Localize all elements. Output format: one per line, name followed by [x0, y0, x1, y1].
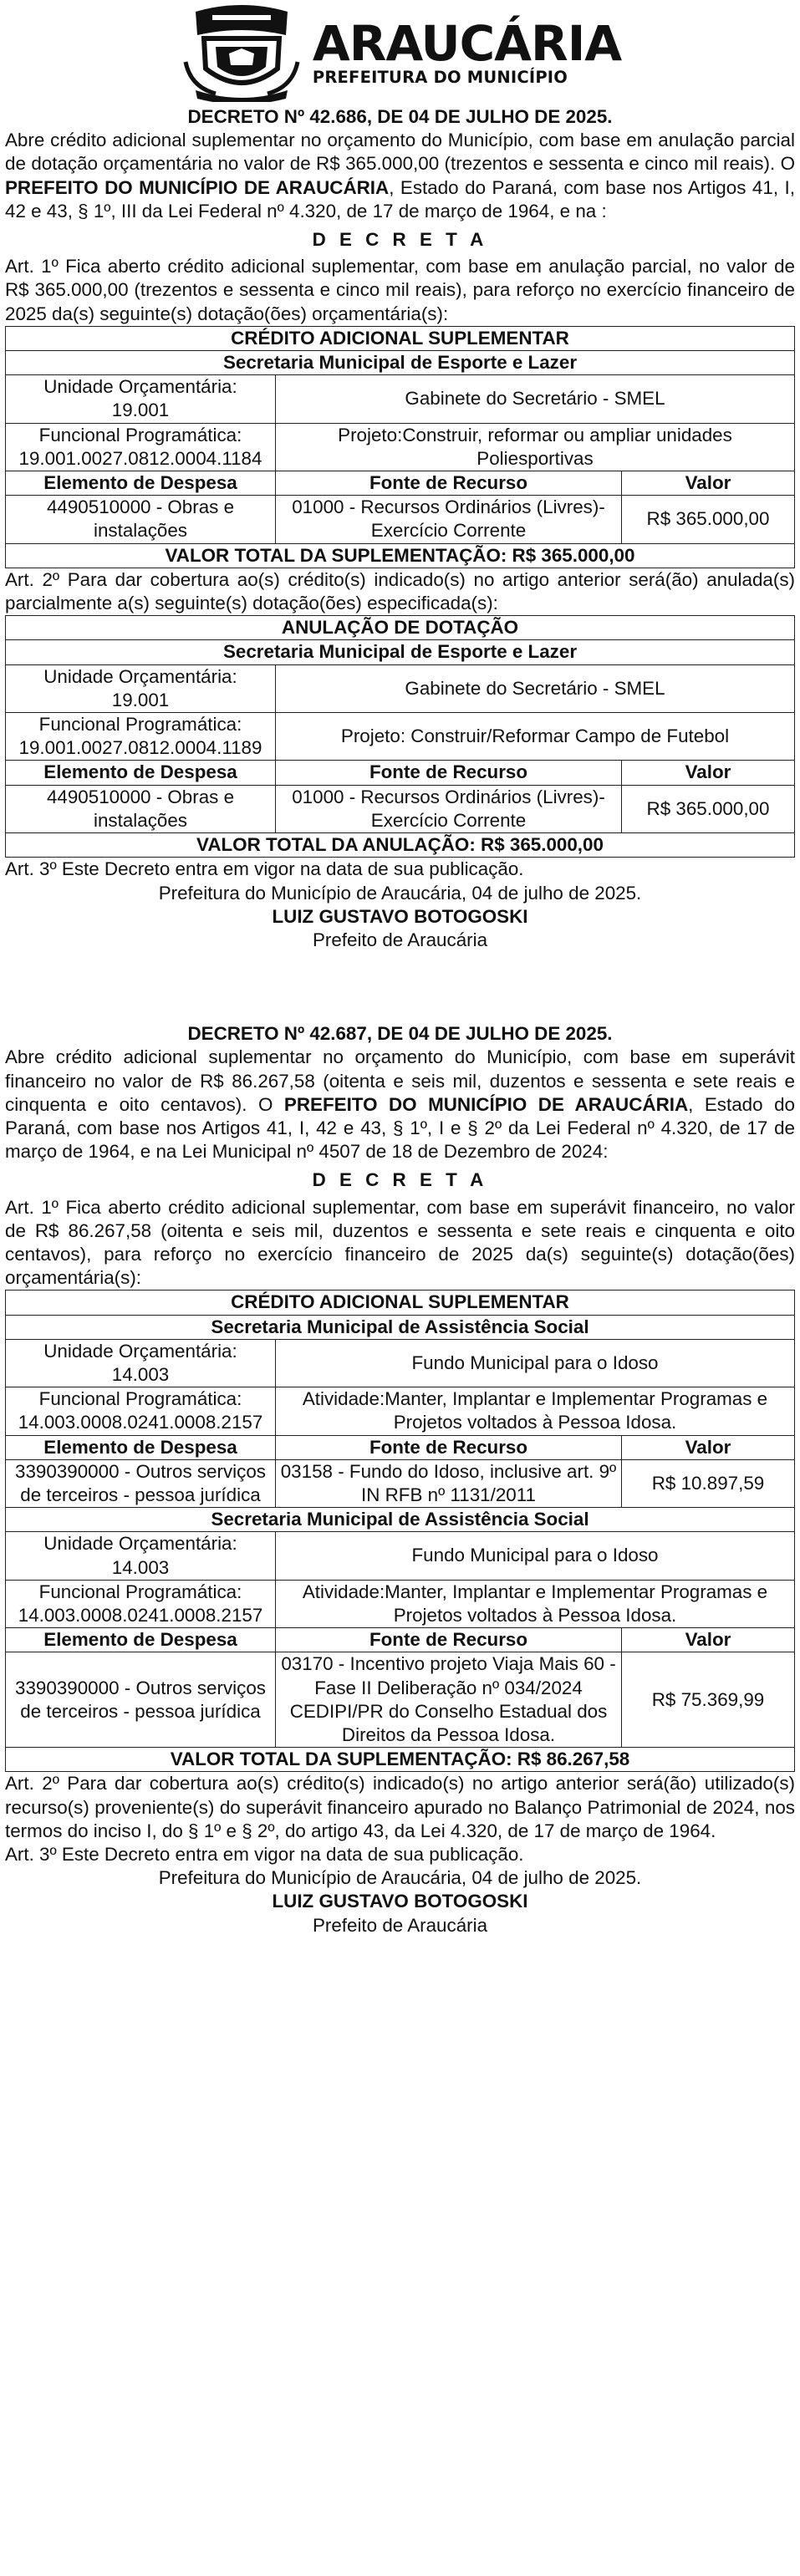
unidade-label: Unidade Orçamentária:	[43, 665, 237, 687]
decree-intro	[5, 1046, 795, 1163]
table-row	[6, 496, 795, 543]
intro-authority: PREFEITO DO MUNICÍPIO DE ARAUCÁRIA	[283, 1093, 689, 1115]
col-elemento: Elemento de Despesa	[6, 1435, 276, 1459]
funcional-label: Funcional Programática:	[38, 1581, 242, 1602]
intro-text: Abre crédito adicional suplementar no orçamento do Município, com base em superávit financeiro no valor de R$ 86.267,58 (oitenta e seis mil, duzentos e sessenta e sete reais e cinquenta e oito centavos). O	[5, 1046, 795, 1115]
table-heading: CRÉDITO ADICIONAL SUPLEMENTAR	[6, 326, 795, 350]
col-fonte: Fonte de Recurso	[276, 1628, 622, 1652]
decree-42687	[5, 1022, 795, 1937]
article-2: Art. 2º Para dar cobertura ao(s) crédito(s) indicado(s) no artigo anterior será(ão) anulada(s) parcialmente a(s) seguinte(s) dotação(ões) especificada(s):	[5, 568, 795, 614]
table-row-funcional	[6, 713, 795, 761]
unidade-label: Unidade Orçamentária:	[43, 1340, 237, 1362]
decree-title: DECRETO Nº 42.687, DE 04 DE JULHO DE 2025.	[187, 1023, 613, 1045]
table-total: VALOR TOTAL DA SUPLEMENTAÇÃO: R$ 86.267,58	[6, 1748, 795, 1772]
col-elemento: Elemento de Despesa	[6, 1628, 276, 1652]
article-1: Art. 1º Fica aberto crédito adicional suplementar, com base em anulação parcial, no valor de R$ 365.000,00 (trezentos e sessenta e cinco mil reais), para reforço no exercício financeiro de 2025 da(s) seguinte(s) dotação(ões) orçamentária(s):	[5, 256, 795, 324]
article-2: Art. 2º Para dar cobertura ao(s) crédito(s) indicado(s) no artigo anterior será(ão) utilizado(s) recurso(s) proveniente(s) do superávit financeiro apurado no Balanço Patrimonial de 2024, nos termos do inciso I, do § 1º e § 2º, do artigo 43, da Lei 4.320, de 17 de março de 1964.	[5, 1773, 795, 1841]
table-row-funcional	[6, 423, 795, 471]
elemento-cell: 4490510000 - Obras e instalações	[6, 496, 276, 543]
place-date: Prefeitura do Município de Araucária, 04 de julho de 2025.	[158, 1867, 642, 1889]
decree-42686	[5, 105, 795, 952]
col-fonte: Fonte de Recurso	[276, 1435, 622, 1459]
decree-title: DECRETO Nº 42.686, DE 04 DE JULHO DE 2025.	[187, 106, 613, 127]
intro-text-legal: , Estado do Paraná, com base nos Artigos 41, I, 42 e 43, § 1º, I e § 2º da Lei Federal nº 4.320, de 17 de março de 1964, e na Lei Municipal nº 4507 de 18 de Dezembro de 2024:	[5, 1093, 795, 1163]
funcional-cell	[6, 713, 276, 761]
col-valor: Valor	[622, 471, 795, 496]
table-row-unidade	[6, 1532, 795, 1580]
funcional-cell	[6, 1580, 276, 1627]
elemento-cell: 4490510000 - Obras e instalações	[6, 785, 276, 832]
funcional-desc: Atividade:Manter, Implantar e Implementar Programas e Projetos voltados à Pessoa Idosa.	[276, 1387, 795, 1435]
funcional-code: 19.001.0027.0812.0004.1184	[18, 447, 262, 469]
funcional-desc: Projeto: Construir/Reformar Campo de Futebol	[276, 713, 795, 761]
decreta-heading: D E C R E T A	[312, 229, 488, 251]
decree-intro	[5, 129, 795, 223]
table-header-row	[6, 761, 795, 785]
table-row-funcional	[6, 1580, 795, 1627]
brand	[312, 15, 622, 88]
unidade-name: Fundo Municipal para o Idoso	[276, 1339, 795, 1387]
funcional-label: Funcional Programática:	[38, 1388, 242, 1410]
table-row	[6, 1459, 795, 1507]
elemento-cell: 3390390000 - Outros serviços de terceiros - pessoa jurídica	[6, 1652, 276, 1748]
supplementary-credit-table	[5, 326, 795, 568]
table-header-row	[6, 1435, 795, 1459]
funcional-code: 14.003.0008.0241.0008.2157	[18, 1604, 263, 1626]
funcional-code: 19.001.0027.0812.0004.1189	[18, 737, 262, 759]
table-heading: ANULAÇÃO DE DOTAÇÃO	[6, 616, 795, 640]
table-total: VALOR TOTAL DA ANULAÇÃO: R$ 365.000,00	[6, 833, 795, 858]
col-valor: Valor	[622, 761, 795, 785]
signer-name: LUIZ GUSTAVO BOTOGOSKI	[272, 905, 528, 927]
brand-subtitle: PREFEITURA DO MUNICÍPIO	[312, 68, 568, 88]
decreta-heading: D E C R E T A	[312, 1169, 488, 1191]
intro-text: Abre crédito adicional suplementar no orçamento do Município, com base em anulação parcial de dotação orçamentária no valor de R$ 365.000,00 (trezentos e sessenta e cinco mil reais). O	[5, 130, 795, 175]
unidade-cell	[6, 375, 276, 423]
table-row-funcional	[6, 1387, 795, 1435]
table-secretaria: Secretaria Municipal de Assistência Social	[6, 1508, 795, 1532]
decree-separator	[5, 952, 795, 1022]
funcional-desc: Atividade:Manter, Implantar e Implementar Programas e Projetos voltados à Pessoa Idosa.	[276, 1580, 795, 1627]
funcional-desc: Projeto:Construir, reformar ou ampliar unidades Poliesportivas	[276, 423, 795, 471]
table-heading: CRÉDITO ADICIONAL SUPLEMENTAR	[6, 1291, 795, 1315]
signer-role: Prefeito de Araucária	[312, 1914, 488, 1936]
article-3: Art. 3º Este Decreto entra em vigor na data de sua publicação.	[5, 1844, 524, 1866]
col-elemento: Elemento de Despesa	[6, 471, 276, 496]
table-row	[6, 1652, 795, 1748]
funcional-code: 14.003.0008.0241.0008.2157	[18, 1412, 263, 1433]
unidade-code: 14.003	[111, 1363, 170, 1385]
unidade-name: Gabinete do Secretário - SMEL	[276, 375, 795, 423]
unidade-cell	[6, 664, 276, 712]
unidade-cell	[6, 1339, 276, 1387]
col-fonte: Fonte de Recurso	[276, 761, 622, 785]
table-row-unidade	[6, 1339, 795, 1387]
supplementary-credit-table	[5, 1290, 795, 1772]
unidade-code: 14.003	[111, 1556, 170, 1578]
valor-cell: R$ 10.897,59	[622, 1459, 795, 1507]
unidade-label: Unidade Orçamentária:	[43, 376, 237, 398]
place-date: Prefeitura do Município de Araucária, 04 de julho de 2025.	[158, 882, 642, 904]
brand-name: ARAUCÁRIA	[312, 15, 622, 73]
unidade-cell	[6, 1532, 276, 1580]
valor-cell: R$ 365.000,00	[622, 496, 795, 543]
col-fonte: Fonte de Recurso	[276, 471, 622, 496]
fonte-cell: 03170 - Incentivo projeto Viaja Mais 60 - Fase II Deliberação nº 034/2024 CEDIPI/PR do Conselho Estadual dos Direitos da Pessoa Idosa.	[276, 1652, 622, 1748]
fonte-cell: 01000 - Recursos Ordinários (Livres)- Exercício Corrente	[276, 785, 622, 832]
unidade-name: Gabinete do Secretário - SMEL	[276, 664, 795, 712]
article-1: Art. 1º Fica aberto crédito adicional suplementar, com base em superávit financeiro, no valor de R$ 86.267,58 (oitenta e seis mil, duzentos e sessenta e sete reais e cinquenta e oito centavos), para reforço no exercício financeiro de 2025 da(s) seguinte(s) dotação(ões) orçamentária(s):	[5, 1196, 795, 1289]
funcional-label: Funcional Programática:	[38, 424, 242, 445]
table-header-row	[6, 1628, 795, 1652]
unidade-label: Unidade Orçamentária:	[43, 1533, 237, 1555]
col-valor: Valor	[622, 1435, 795, 1459]
unidade-code: 19.001	[111, 689, 170, 710]
funcional-cell	[6, 423, 276, 471]
table-secretaria: Secretaria Municipal de Assistência Social	[6, 1315, 795, 1339]
fonte-cell: 01000 - Recursos Ordinários (Livres)- Exercício Corrente	[276, 496, 622, 543]
signer-name: LUIZ GUSTAVO BOTOGOSKI	[272, 1891, 528, 1912]
col-valor: Valor	[622, 1628, 795, 1652]
intro-text-legal: , Estado do Paraná, com base nos Artigos 41, I, 42 e 43, § 1º, III da Lei Federal nº 4.320, de 17 de março de 1964, e na :	[5, 176, 795, 221]
funcional-cell	[6, 1387, 276, 1435]
funcional-label: Funcional Programática:	[38, 714, 242, 736]
col-elemento: Elemento de Despesa	[6, 761, 276, 785]
table-row-unidade	[6, 664, 795, 712]
elemento-cell: 3390390000 - Outros serviços de terceiros - pessoa jurídica	[6, 1459, 276, 1507]
signer-role: Prefeito de Araucária	[312, 929, 488, 950]
unidade-name: Fundo Municipal para o Idoso	[276, 1532, 795, 1580]
fonte-cell: 03158 - Fundo do Idoso, inclusive art. 9º IN RFB nº 1131/2011	[276, 1459, 622, 1507]
municipal-coat-of-arms-icon	[179, 3, 304, 102]
table-secretaria: Secretaria Municipal de Esporte e Lazer	[6, 351, 795, 375]
header	[5, 0, 795, 105]
table-total: VALOR TOTAL DA SUPLEMENTAÇÃO: R$ 365.000,00	[6, 543, 795, 568]
table-secretaria: Secretaria Municipal de Esporte e Lazer	[6, 640, 795, 664]
intro-authority: PREFEITO DO MUNICÍPIO DE ARAUCÁRIA	[5, 176, 390, 198]
valor-cell: R$ 75.369,99	[622, 1652, 795, 1748]
table-row-unidade	[6, 375, 795, 423]
article-3: Art. 3º Este Decreto entra em vigor na data de sua publicação.	[5, 858, 524, 880]
annulment-table	[5, 615, 795, 858]
table-row	[6, 785, 795, 832]
unidade-code: 19.001	[111, 400, 170, 421]
table-header-row	[6, 471, 795, 496]
valor-cell: R$ 365.000,00	[622, 785, 795, 832]
